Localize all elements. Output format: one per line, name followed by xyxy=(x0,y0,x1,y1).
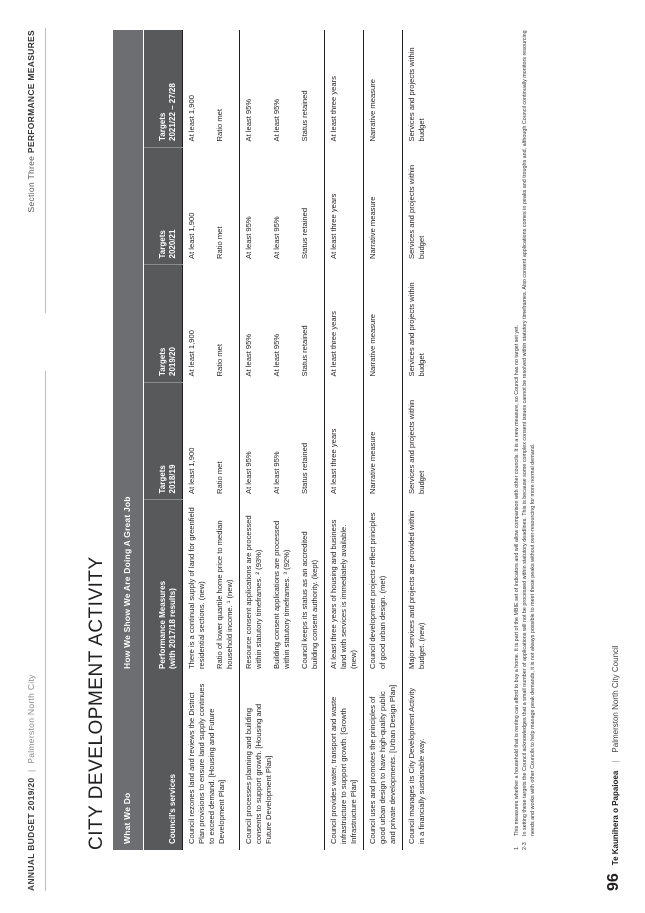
council-name: Palmerston North City Council xyxy=(611,645,620,753)
document-subtitle: Palmerston North City xyxy=(26,674,36,764)
column-header-line: Performance Measures xyxy=(158,580,167,669)
footnote xyxy=(514,30,522,850)
column-header-line: Targets xyxy=(158,112,167,141)
target-2018-19-cell: Ratio met xyxy=(215,461,225,494)
document-title: ANNUAL BUDGET 2019/20 xyxy=(26,777,36,891)
footnote-number: 2-3 xyxy=(521,842,528,850)
group-header-what-we-do: What We Do xyxy=(113,675,144,850)
running-header-right xyxy=(26,30,36,212)
footnote-text: This measures whether a household that is renting can afford to buy a home. It is part of the MBIE set of indicators and will allow comparison with other councils. It is a new measure, so Council has no target set yet. xyxy=(514,324,520,836)
header-rule xyxy=(45,371,46,891)
footnote-number: 1 xyxy=(514,847,520,850)
target-2021-28-cell: Narrative measure xyxy=(364,30,403,148)
measure-cell: Resource consent applications are processed within statutory timeframes. ² (93%) xyxy=(240,500,269,675)
measure-cell: Major services and projects are provided within budget. (new) xyxy=(403,500,432,675)
target-2019-20-cell: Services and projects within budget xyxy=(403,265,432,383)
target-2020-21-cell: Services and projects within budget xyxy=(403,148,432,266)
measure-cell: Council development projects reflect principles of good urban design. (met) xyxy=(364,500,403,675)
performance-measures-table xyxy=(113,30,431,850)
target-2019-20-cell: At least three years xyxy=(325,265,364,383)
column-header-targets-2021-28 xyxy=(144,30,183,148)
target-2021-28-cell: Status retained xyxy=(300,90,310,142)
service-cell: Council uses and promotes the principles of good urban design to have high-quality public and private developments. [Urban Design Plan] xyxy=(364,675,403,850)
target-2018-19-cell: At least 1,900 xyxy=(183,383,212,501)
target-2021-28-cell: At least 95% xyxy=(272,98,282,142)
target-2020-21-cell: At least 95% xyxy=(272,216,282,259)
column-header-line: 2021/22 – 27/28 xyxy=(168,83,177,141)
target-2019-20-cell: Narrative measure xyxy=(364,265,403,383)
column-header-line: Targets xyxy=(158,230,167,259)
table-group-header-row xyxy=(113,30,144,850)
target-2018-19-cell: Status retained xyxy=(300,442,310,494)
target-2019-20-cell: At least 1,900 xyxy=(183,265,212,383)
column-header-line: Targets xyxy=(158,465,167,494)
target-2018-19-cell: At least 95% xyxy=(272,451,282,494)
table-row xyxy=(183,30,212,850)
measure-cell: At least three years of housing and business land with services is immediately available. (new) xyxy=(325,500,364,675)
target-2018-19-cell: Narrative measure xyxy=(364,383,403,501)
page-number: 96 xyxy=(605,873,622,891)
target-2021-28-cell: At least three years xyxy=(325,30,364,148)
header-rule xyxy=(45,28,46,313)
column-header-line: (with 2017/18 results) xyxy=(168,588,177,669)
group-header-how-we-show: How We Show We Are Doing A Great Job xyxy=(113,30,144,675)
service-cell: Council manages its City Development Activity in a financially sustainable way. xyxy=(403,675,432,850)
target-2021-28-cell: Ratio met xyxy=(215,109,225,142)
council-maori-name: Te Kaunihera o Papaioea xyxy=(611,770,620,866)
target-2019-20-cell: Ratio met xyxy=(215,344,225,377)
service-cell: Council processes planning and building consents to support growth. [Housing and Future Development Plan] xyxy=(240,675,325,850)
table-row xyxy=(240,30,269,850)
header-separator: | xyxy=(26,769,36,772)
target-2021-28-cell: At least 1,900 xyxy=(183,30,212,148)
footer-separator: | xyxy=(611,760,620,763)
target-2020-21-cell: At least three years xyxy=(325,148,364,266)
table-row xyxy=(364,30,403,850)
column-header-line: 2019/20 xyxy=(168,347,177,376)
running-header-left xyxy=(26,674,36,891)
target-2020-21-cell: At least 95% xyxy=(240,148,269,266)
target-2019-20-cell: At least 95% xyxy=(272,333,282,377)
column-header-services xyxy=(144,675,183,850)
footnote xyxy=(522,30,538,850)
footnotes xyxy=(514,30,537,850)
column-header-targets-2020-21 xyxy=(144,148,183,266)
column-header-line: 2018/19 xyxy=(168,464,177,494)
column-header-line: Council's services xyxy=(168,774,177,844)
measure-cell: There is a continual supply of land for greenfield residential sections. (new) xyxy=(183,500,212,675)
table-row xyxy=(403,30,432,850)
target-2019-20-cell: At least 95% xyxy=(240,265,269,383)
service-cell: Council rezones land and reviews the District Plan provisions to ensure land supply continues to exceed demand. [Housing and Future Development Plan] xyxy=(183,675,240,850)
target-2020-21-cell: Status retained xyxy=(300,207,310,259)
table-row xyxy=(325,30,364,850)
column-header-measures xyxy=(144,500,183,675)
target-2021-28-cell: At least 95% xyxy=(240,30,269,148)
target-2020-21-cell: Narrative measure xyxy=(364,148,403,266)
table-column-header-row xyxy=(144,30,183,850)
measure-cell: Building consent applications are processed within statutory timeframes. ³ (92%) xyxy=(272,520,292,669)
page-footer xyxy=(605,645,623,891)
target-2019-20-cell: Status retained xyxy=(300,325,310,377)
section-prefix: Section Three xyxy=(26,155,36,213)
target-2020-21-cell: Ratio met xyxy=(215,226,225,259)
column-header-line: Targets xyxy=(158,347,167,376)
column-header-targets-2018-19 xyxy=(144,383,183,501)
target-2021-28-cell: Services and projects within budget xyxy=(403,30,432,148)
service-cell: Council provides water, transport and waste infrastructure to support growth. [Growth Infrastructure Plan] xyxy=(325,675,364,850)
measure-cell: Ratio of lower quartile home price to median household income. ¹ (new) xyxy=(215,520,235,669)
column-header-targets-2019-20 xyxy=(144,265,183,383)
target-2020-21-cell: At least 1,900 xyxy=(183,148,212,266)
measure-cell: Council keeps its status as an accredited building consent authority. (kept) xyxy=(300,531,320,669)
page-title: CITY DEVELOPMENT ACTIVITY xyxy=(86,556,107,850)
table-body xyxy=(183,30,432,850)
target-2018-19-cell: At least 95% xyxy=(240,383,269,501)
target-2018-19-cell: At least three years xyxy=(325,383,364,501)
target-2018-19-cell: Services and projects within budget xyxy=(403,383,432,501)
footnote-text: In setting these targets the Council acknowledges that a small number of applications will not be processed within statutory deadlines. This is because some complex consent issues cannot be resolved within statutory timeframes. Also consent applications comes in peaks and troughs and, although Council continually monitors resourcing needs and works with other Councils to help manage peak demands, it is not always possible to meet these peaks without over-resourcing for more normal demand. xyxy=(521,30,536,836)
column-header-line: 2020/21 xyxy=(168,229,177,259)
section-name: PERFORMANCE MEASURES xyxy=(26,30,36,154)
